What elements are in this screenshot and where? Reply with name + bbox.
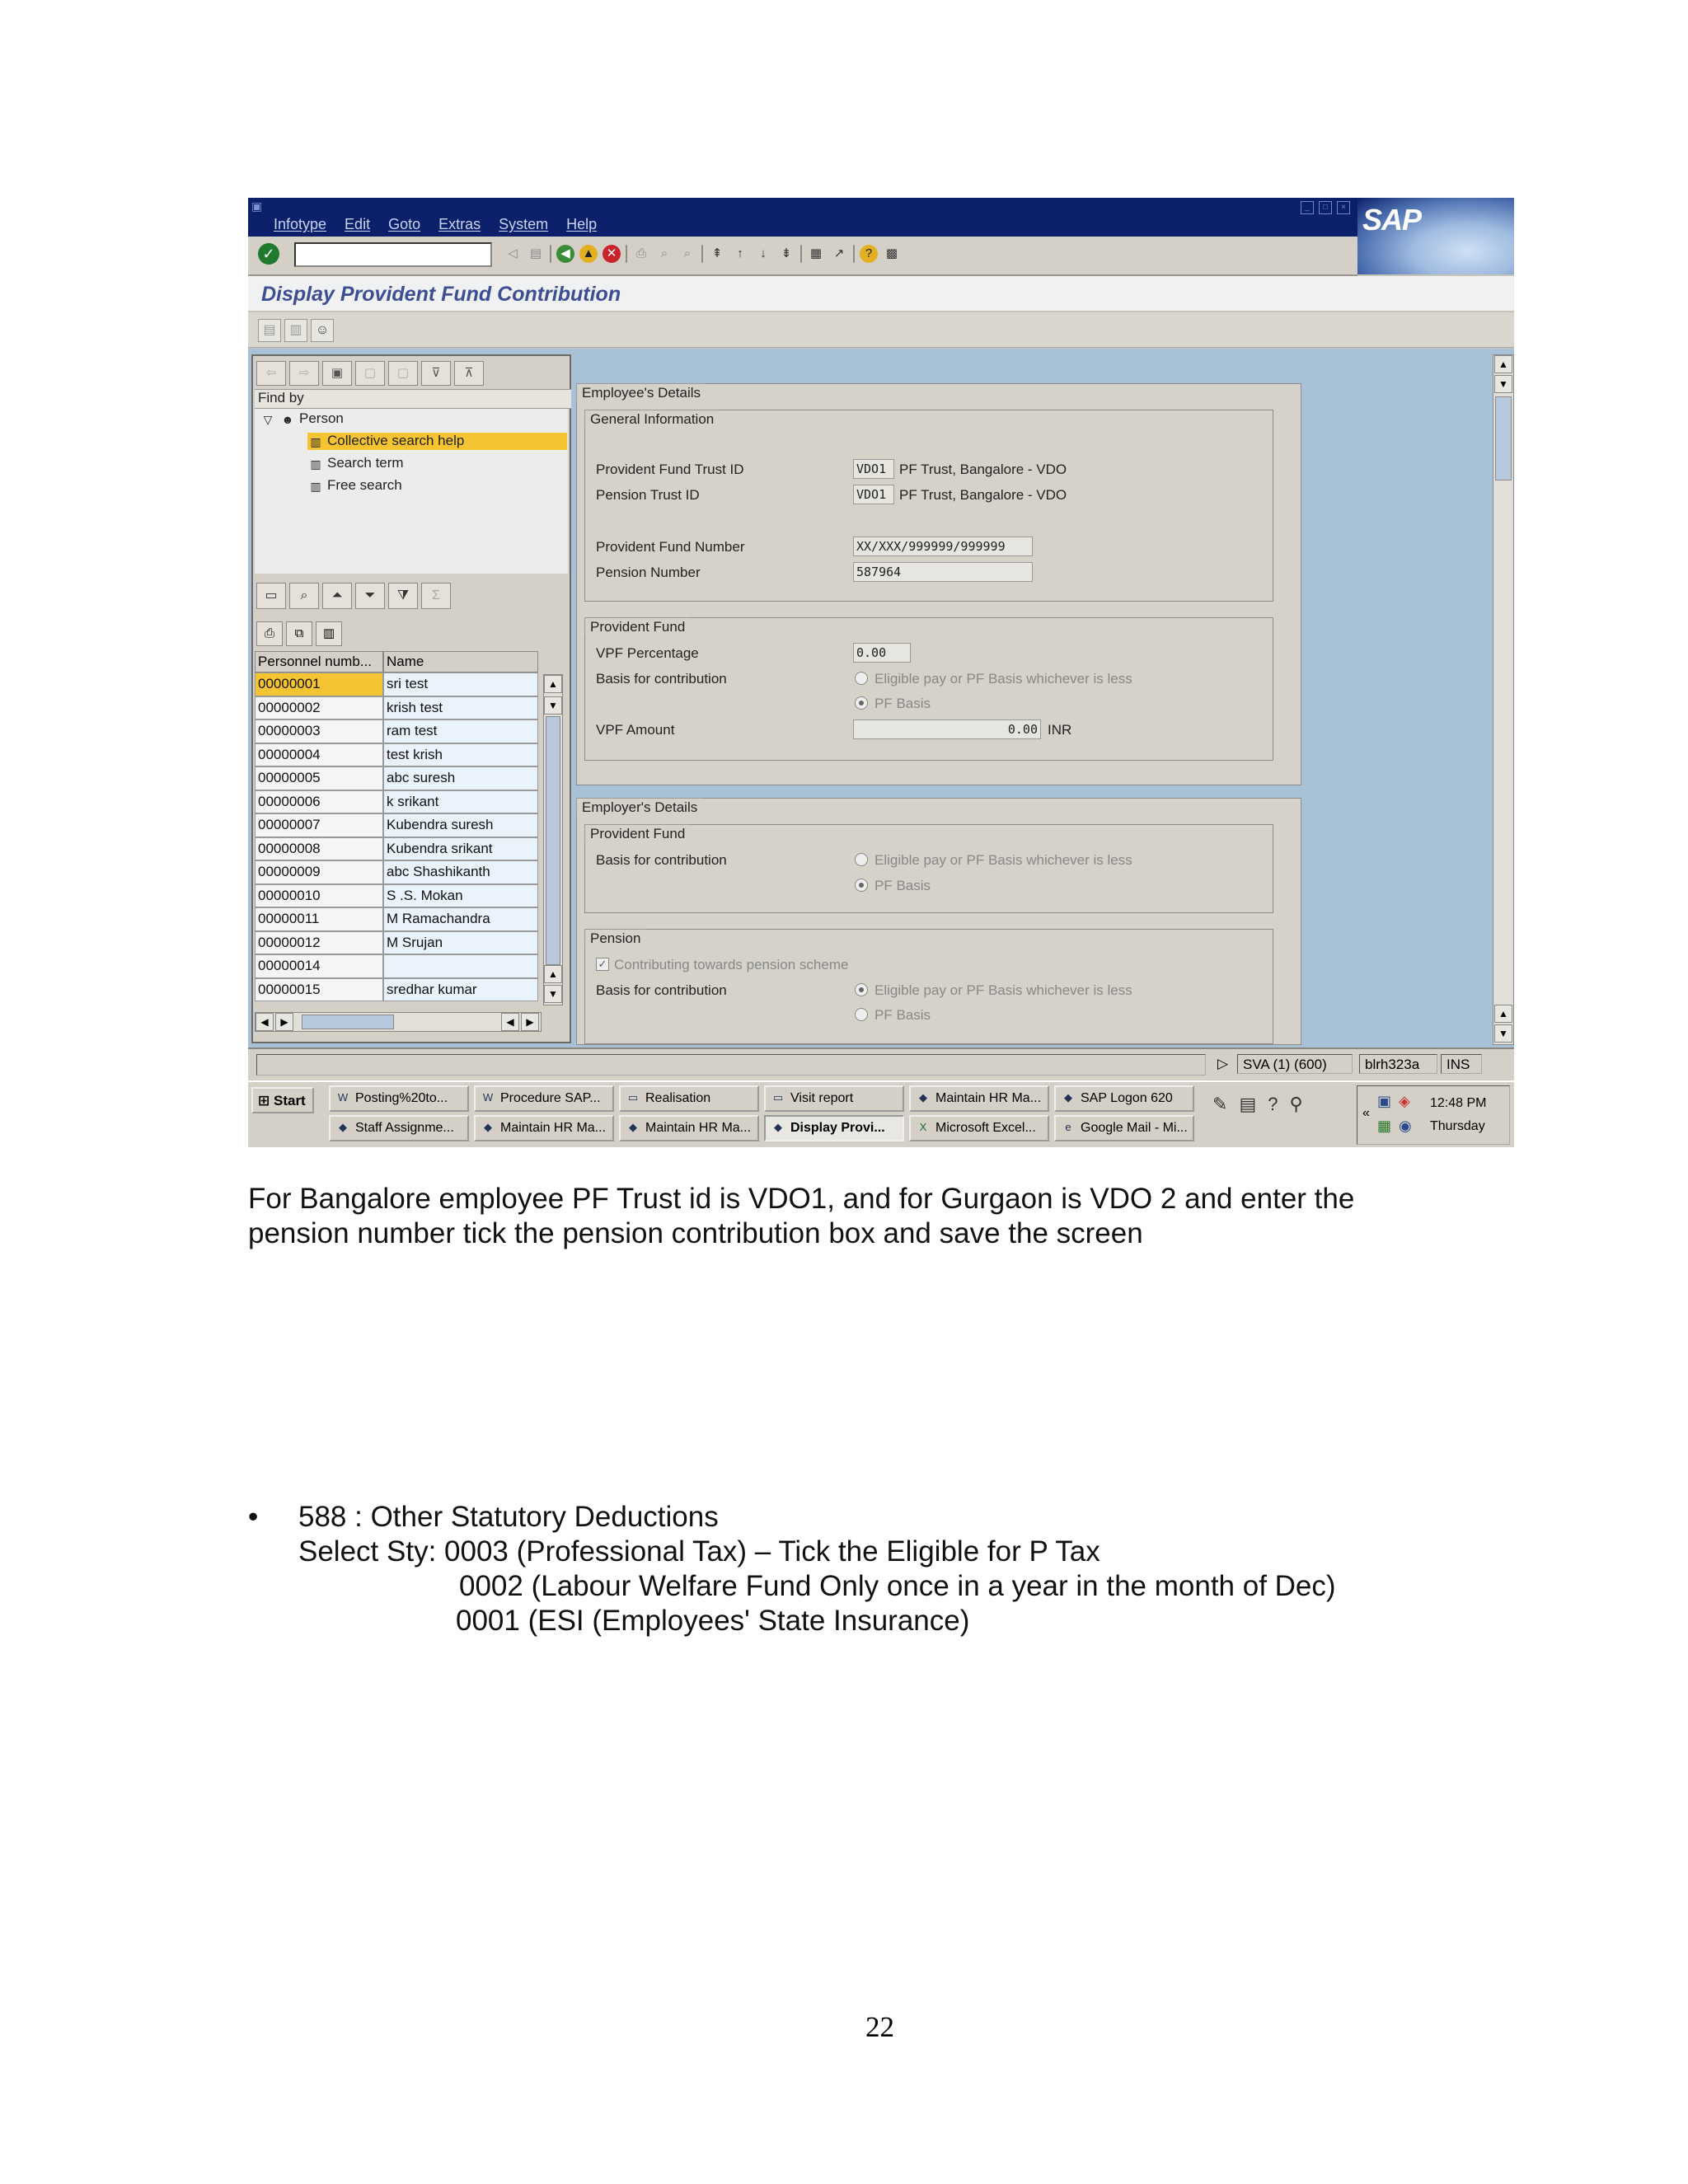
pf-number-label: Provident Fund Number (596, 539, 745, 555)
employer-radio-pf-basis[interactable] (855, 879, 868, 892)
name-cell[interactable]: abc Shashikanth (383, 860, 538, 884)
scroll-up-icon[interactable]: ▲ (1494, 1005, 1512, 1023)
person-group-icon: ☻ (281, 412, 294, 426)
scrollbar-thumb[interactable] (302, 1015, 394, 1029)
hook-icon[interactable]: ⚲ (1289, 1094, 1303, 1114)
tree-node-collective-search[interactable] (307, 433, 567, 450)
print-icon[interactable]: ⎙ (256, 621, 283, 646)
title-area (248, 276, 1514, 311)
tree-node-label: Free search (327, 477, 402, 493)
contributing-pension-label: Contributing towards pension scheme (614, 957, 849, 972)
column-header-name[interactable]: Name (383, 651, 538, 673)
name-cell[interactable] (383, 954, 538, 978)
task-maintain-hr-1[interactable] (909, 1085, 1049, 1112)
status-server: blrh323a (1359, 1054, 1437, 1074)
task-visit-report[interactable] (764, 1085, 904, 1112)
find-by-header: Find by (255, 389, 571, 409)
task-label: SAP Logon 620 (1081, 1091, 1173, 1105)
scroll-up-icon[interactable]: ▲ (544, 965, 562, 983)
next-page-icon[interactable]: ↓ (760, 246, 767, 260)
maximize-icon[interactable]: □ (1319, 201, 1332, 214)
cancel-icon[interactable]: ✕ (603, 245, 621, 263)
details-icon[interactable]: ▭ (256, 583, 286, 609)
table-row[interactable] (255, 860, 538, 884)
scroll-left-icon[interactable]: ◀ (501, 1013, 519, 1031)
find-icon[interactable]: ⌕ (660, 246, 668, 260)
personnel-number-cell[interactable]: 00000007 (255, 813, 383, 837)
print-icon[interactable]: ⎙ (635, 246, 646, 260)
radio-eligible-pay[interactable] (855, 672, 868, 685)
name-cell[interactable]: M Srujan (383, 931, 538, 955)
sap-window-icon: ◆ (629, 1121, 637, 1133)
hit-list-vertical-scrollbar[interactable] (543, 674, 563, 1005)
scroll-right-icon[interactable]: ▶ (521, 1013, 539, 1031)
radio-pf-basis[interactable] (855, 696, 868, 710)
scroll-down-icon[interactable]: ▼ (1494, 1024, 1512, 1043)
toolbar-separator (626, 245, 627, 263)
start-button[interactable] (251, 1087, 314, 1113)
export-icon[interactable]: ⧉ (286, 621, 312, 646)
list-item-line-3: 0002 (Labour Welfare Fund Only once in a year in the month of Dec) (459, 1570, 1336, 1602)
table-row[interactable] (255, 790, 538, 814)
task-label: Microsoft Excel... (935, 1121, 1036, 1135)
hit-list-horizontal-scrollbar[interactable] (255, 1012, 542, 1032)
binoculars-icon: ▥ (310, 479, 321, 493)
name-cell[interactable]: abc suresh (383, 766, 538, 790)
contributing-pension-checkbox[interactable]: ✓ (596, 958, 609, 971)
page-title: Display Provident Fund Contribution (261, 283, 621, 306)
status-expand-icon[interactable]: ▷ (1217, 1056, 1229, 1071)
menu-items (274, 216, 597, 233)
status-mode: INS (1441, 1054, 1482, 1074)
pension-radio-eligible-pay[interactable] (855, 983, 868, 996)
object-manager (251, 354, 571, 1043)
enter-icon[interactable]: ✓ (258, 243, 279, 265)
task-label: Display Provi... (790, 1121, 885, 1135)
name-cell[interactable]: Kubendra suresh (383, 813, 538, 837)
task-label: Procedure SAP... (500, 1091, 601, 1105)
back-icon[interactable]: ◀ (556, 245, 574, 263)
folder-icon: ▭ (772, 1091, 784, 1104)
sap-logon-icon: ◆ (1064, 1091, 1072, 1104)
list-item-line-1: 588 : Other Statutory Deductions (298, 1501, 719, 1533)
radio-eligible-pay-label: Eligible pay or PF Basis whichever is less (874, 671, 1132, 687)
task-label: Visit report (790, 1091, 854, 1105)
task-display-provi[interactable] (764, 1115, 904, 1141)
pf-trust-id-label: Provident Fund Trust ID (596, 462, 744, 477)
table-row[interactable] (255, 884, 538, 908)
create-session-icon[interactable]: ▦ (809, 246, 823, 260)
name-cell[interactable]: test krish (383, 743, 538, 767)
name-cell[interactable]: S .S. Mokan (383, 884, 538, 908)
tree-node-free-search[interactable] (307, 477, 402, 494)
back-arrow-icon[interactable]: ◁ (508, 246, 518, 260)
system-menu-icon[interactable]: ▣ (251, 199, 263, 213)
personnel-number-cell[interactable]: 00000006 (255, 790, 383, 814)
minimize-icon[interactable]: _ (1301, 201, 1314, 214)
expand-icon[interactable]: ⊽ (421, 361, 451, 386)
hit-list-rows (255, 673, 538, 1001)
toolbar-separator (800, 245, 802, 263)
sap-window-icon: ◆ (919, 1091, 927, 1104)
task-label: Maintain HR Ma... (935, 1091, 1042, 1105)
first-page-icon[interactable]: ⇞ (711, 246, 723, 260)
tray-expand-icon[interactable]: « (1362, 1106, 1370, 1120)
task-maintain-hr-3[interactable] (619, 1115, 759, 1141)
employers-details-title: Employer's Details (576, 798, 702, 817)
instruction-line-1: For Bangalore employee PF Trust id is VDO1, and for Gurgaon is VDO 2 and enter the (248, 1183, 1355, 1215)
column-header-personnel-number[interactable]: Personnel numb... (255, 651, 383, 673)
status-message (256, 1054, 1206, 1076)
personnel-number-cell[interactable]: 00000001 (255, 673, 383, 696)
personnel-number-cell[interactable]: 00000002 (255, 696, 383, 720)
table-row[interactable] (255, 931, 538, 955)
pension-trust-id-text: PF Trust, Bangalore - VDO (899, 487, 1067, 503)
task-label: Realisation (645, 1091, 711, 1105)
table-row[interactable] (255, 837, 538, 861)
object-nav-toolbar (256, 361, 484, 386)
close-icon[interactable]: × (1337, 201, 1350, 214)
status-bar (248, 1047, 1514, 1080)
name-cell[interactable]: Kubendra srikant (383, 837, 538, 861)
list-item-line-2: Select Sty: 0003 (Professional Tax) – Tick the Eligible for P Tax (298, 1535, 1100, 1568)
form-vertical-scrollbar[interactable] (1493, 354, 1514, 1045)
shortcut-icon[interactable]: ↗ (833, 246, 845, 260)
browser-icon: e (1065, 1121, 1071, 1133)
pf-form (576, 383, 1301, 1043)
pension-number-field[interactable]: 587964 (853, 562, 1033, 582)
sap-window-icon: ◆ (484, 1121, 492, 1133)
network-icon[interactable]: ▣ (1377, 1093, 1392, 1109)
menu-bar (248, 198, 1514, 237)
folder-icon: ▭ (627, 1091, 639, 1104)
task-google-mail[interactable] (1054, 1115, 1194, 1141)
menu-infotype[interactable]: Infotype (274, 216, 327, 232)
name-cell[interactable]: krish test (383, 696, 538, 720)
task-label: Staff Assignme... (355, 1121, 454, 1135)
volume-icon[interactable]: ◉ (1399, 1118, 1412, 1134)
zoom-icon[interactable]: ⌕ (289, 583, 319, 609)
task-realisation[interactable] (619, 1085, 759, 1112)
binoculars-icon: ▥ (310, 434, 321, 448)
layout-icon[interactable]: ▩ (885, 246, 898, 260)
tree-node-label: Person (299, 410, 344, 426)
quick-launch (1212, 1094, 1303, 1115)
task-maintain-hr-2[interactable] (474, 1115, 614, 1141)
disabled-icon[interactable]: ▢ (355, 361, 385, 386)
pension-radio-pf-basis[interactable] (855, 1008, 868, 1021)
task-posting[interactable] (329, 1085, 469, 1112)
clock-day: Thursday (1430, 1119, 1485, 1133)
name-cell[interactable]: k srikant (383, 790, 538, 814)
table-row[interactable] (255, 766, 538, 790)
overview-icon[interactable]: ▤ (258, 319, 281, 342)
menu-extras[interactable]: Extras (438, 216, 481, 232)
tree-node-label: Collective search help (327, 433, 465, 448)
table-row[interactable] (255, 978, 538, 1002)
last-page-icon[interactable]: ⇟ (781, 246, 792, 260)
clock-time: 12:48 PM (1430, 1096, 1487, 1110)
pf-trust-id-field[interactable]: VDO1 (853, 459, 894, 479)
pf-number-field[interactable]: XX/XXX/999999/999999 (853, 537, 1033, 556)
task-label: Maintain HR Ma... (500, 1121, 607, 1135)
name-cell[interactable]: sri test (383, 673, 538, 696)
name-cell[interactable]: ram test (383, 719, 538, 743)
task-label: Posting%20to... (355, 1091, 448, 1105)
page-number: 22 (865, 2011, 894, 2043)
employees-details-title: Employee's Details (576, 383, 706, 402)
personnel-number-cell[interactable]: 00000003 (255, 719, 383, 743)
application-toolbar (248, 312, 1514, 348)
personnel-number-cell[interactable]: 00000014 (255, 954, 383, 978)
disabled-icon[interactable]: ▢ (388, 361, 418, 386)
word-doc-icon: W (337, 1091, 349, 1104)
name-cell[interactable]: sredhar kumar (383, 978, 538, 1002)
window-controls (1301, 201, 1350, 214)
vpf-amount-currency: INR (1048, 722, 1072, 738)
collapse-icon[interactable]: ⊼ (454, 361, 484, 386)
command-field[interactable] (294, 242, 492, 267)
personnel-number-cell[interactable]: 00000012 (255, 931, 383, 955)
vpf-percentage-label: VPF Percentage (596, 645, 699, 661)
table-row[interactable] (255, 954, 538, 978)
table-row[interactable] (255, 719, 538, 743)
table-row[interactable] (255, 743, 538, 767)
tree-node-person[interactable] (260, 410, 344, 428)
personnel-number-cell[interactable]: 00000015 (255, 978, 383, 1002)
nav-back-icon[interactable]: ⇦ (256, 361, 286, 386)
document-icon[interactable]: ▤ (1239, 1094, 1257, 1114)
find-next-icon[interactable]: ⌕ (683, 246, 692, 260)
provident-fund-title: Provident Fund (584, 617, 690, 636)
vpf-amount-field[interactable]: 0.00 (853, 719, 1041, 739)
task-label: Maintain HR Ma... (645, 1121, 752, 1135)
menu-goto[interactable]: Goto (388, 216, 421, 232)
personnel-number-cell[interactable]: 00000009 (255, 860, 383, 884)
standard-toolbar (248, 237, 1357, 276)
layout-icon[interactable]: ▥ (316, 621, 342, 646)
personnel-number-cell[interactable]: 00000008 (255, 837, 383, 861)
menu-edit[interactable]: Edit (345, 216, 371, 232)
change-icon[interactable]: ▥ (284, 319, 307, 342)
sap-logo-text: SAP (1362, 203, 1422, 237)
general-information-title: General Information (584, 410, 719, 429)
menu-help[interactable]: Help (566, 216, 598, 232)
search-area-icon[interactable]: ▣ (322, 361, 352, 386)
sap-window-icon: ◆ (339, 1121, 347, 1133)
toolbar-separator (701, 245, 703, 263)
employer-radio-eligible-pay-label: Eligible pay or PF Basis whichever is less (874, 852, 1132, 868)
scrollbar-thumb[interactable] (546, 716, 560, 965)
task-staff-assignment[interactable] (329, 1115, 469, 1141)
radio-pf-basis-label: PF Basis (874, 696, 931, 711)
vpf-amount-label: VPF Amount (596, 722, 675, 738)
prev-page-icon[interactable]: ↑ (737, 246, 743, 260)
status-system: SVA (1) (600) (1237, 1054, 1353, 1074)
pension-basis-label: Basis for contribution (596, 982, 727, 998)
personnel-number-cell[interactable]: 00000011 (255, 907, 383, 931)
pension-radio-eligible-pay-label: Eligible pay or PF Basis whichever is less (874, 982, 1132, 998)
sort-asc-icon[interactable]: ⏶ (322, 583, 352, 609)
employer-provident-fund-title: Provident Fund (584, 824, 690, 843)
sum-icon[interactable]: Σ (421, 583, 451, 609)
table-row[interactable] (255, 813, 538, 837)
hit-list (255, 651, 538, 1001)
windows-logo-icon: ⊞ (258, 1093, 270, 1108)
name-cell[interactable]: M Ramachandra (383, 907, 538, 931)
scroll-left-icon[interactable]: ◀ (256, 1013, 274, 1031)
table-row[interactable] (255, 907, 538, 931)
scroll-up-icon[interactable]: ▲ (1494, 355, 1512, 373)
collapse-triangle-icon[interactable]: ▽ (263, 412, 273, 426)
filter-icon[interactable]: ⏷ (355, 583, 385, 609)
scroll-right-icon[interactable]: ▶ (275, 1013, 293, 1031)
menu-system[interactable]: System (499, 216, 549, 232)
tree-node-search-term[interactable] (307, 455, 404, 472)
tree-node-label: Search term (327, 455, 404, 471)
hitlist-toolbar (256, 583, 451, 609)
personnel-number-cell[interactable]: 00000010 (255, 884, 383, 908)
table-row[interactable] (255, 673, 538, 696)
exit-icon[interactable]: ▲ (579, 245, 598, 263)
sap-logo (1357, 198, 1514, 274)
hitlist-toolbar-2 (256, 621, 342, 646)
toolbar-separator (550, 245, 551, 263)
save-icon[interactable]: ▤ (529, 246, 542, 260)
pension-trust-id-label: Pension Trust ID (596, 487, 700, 503)
help-icon[interactable]: ? (860, 245, 878, 263)
personnel-number-cell[interactable]: 00000004 (255, 743, 383, 767)
scroll-down-icon[interactable]: ▼ (544, 985, 562, 1003)
connection-icon[interactable]: ▦ (1377, 1118, 1392, 1134)
binoculars-icon: ▥ (310, 457, 321, 471)
personnel-number-cell[interactable]: 00000005 (255, 766, 383, 790)
table-row[interactable] (255, 696, 538, 720)
pension-title: Pension (584, 929, 645, 948)
pen-icon[interactable]: ✎ (1212, 1094, 1228, 1114)
pension-radio-pf-basis-label: PF Basis (874, 1007, 931, 1023)
toolbar-icons (504, 245, 901, 263)
hit-list-header (255, 651, 538, 673)
scroll-up-icon[interactable]: ▲ (544, 675, 562, 693)
list-item-line-4: 0001 (ESI (Employees' State Insurance) (456, 1605, 970, 1637)
excel-icon: X (919, 1121, 927, 1133)
windows-taskbar (248, 1080, 1514, 1147)
scrollbar-thumb[interactable] (1495, 396, 1512, 480)
scroll-down-icon[interactable]: ▼ (544, 696, 562, 715)
pension-trust-id-field[interactable]: VDO1 (853, 485, 894, 504)
search-tree (255, 409, 568, 574)
toolbar-separator (853, 245, 855, 263)
instruction-line-2: pension number tick the pension contribution box and save the screen (248, 1217, 1143, 1249)
sap-screenshot (248, 198, 1514, 1147)
start-label: Start (273, 1093, 306, 1108)
task-sap-logon[interactable] (1054, 1085, 1194, 1112)
basis-for-contribution-label: Basis for contribution (596, 671, 727, 687)
task-label: Google Mail - Mi... (1081, 1121, 1188, 1135)
word-doc-icon: W (482, 1091, 494, 1104)
employer-radio-pf-basis-label: PF Basis (874, 878, 931, 893)
person-icon[interactable]: ☺ (311, 319, 334, 342)
task-procedure[interactable] (474, 1085, 614, 1112)
antivirus-icon[interactable]: ◈ (1399, 1093, 1410, 1109)
vpf-percentage-field[interactable]: 0.00 (853, 643, 911, 663)
task-microsoft-excel[interactable] (909, 1115, 1049, 1141)
bullet-icon: • (248, 1501, 259, 1533)
pf-trust-id-text: PF Trust, Bangalore - VDO (899, 462, 1067, 477)
system-tray (1357, 1085, 1510, 1145)
employer-radio-eligible-pay[interactable] (855, 853, 868, 866)
employer-basis-label: Basis for contribution (596, 852, 727, 868)
scroll-down-icon[interactable]: ▼ (1494, 375, 1512, 393)
help-icon[interactable]: ? (1268, 1094, 1278, 1114)
sap-window-icon: ◆ (774, 1121, 782, 1133)
pension-number-label: Pension Number (596, 565, 701, 580)
set-filter-icon[interactable]: ⧩ (388, 583, 418, 609)
nav-forward-icon[interactable]: ⇨ (289, 361, 319, 386)
